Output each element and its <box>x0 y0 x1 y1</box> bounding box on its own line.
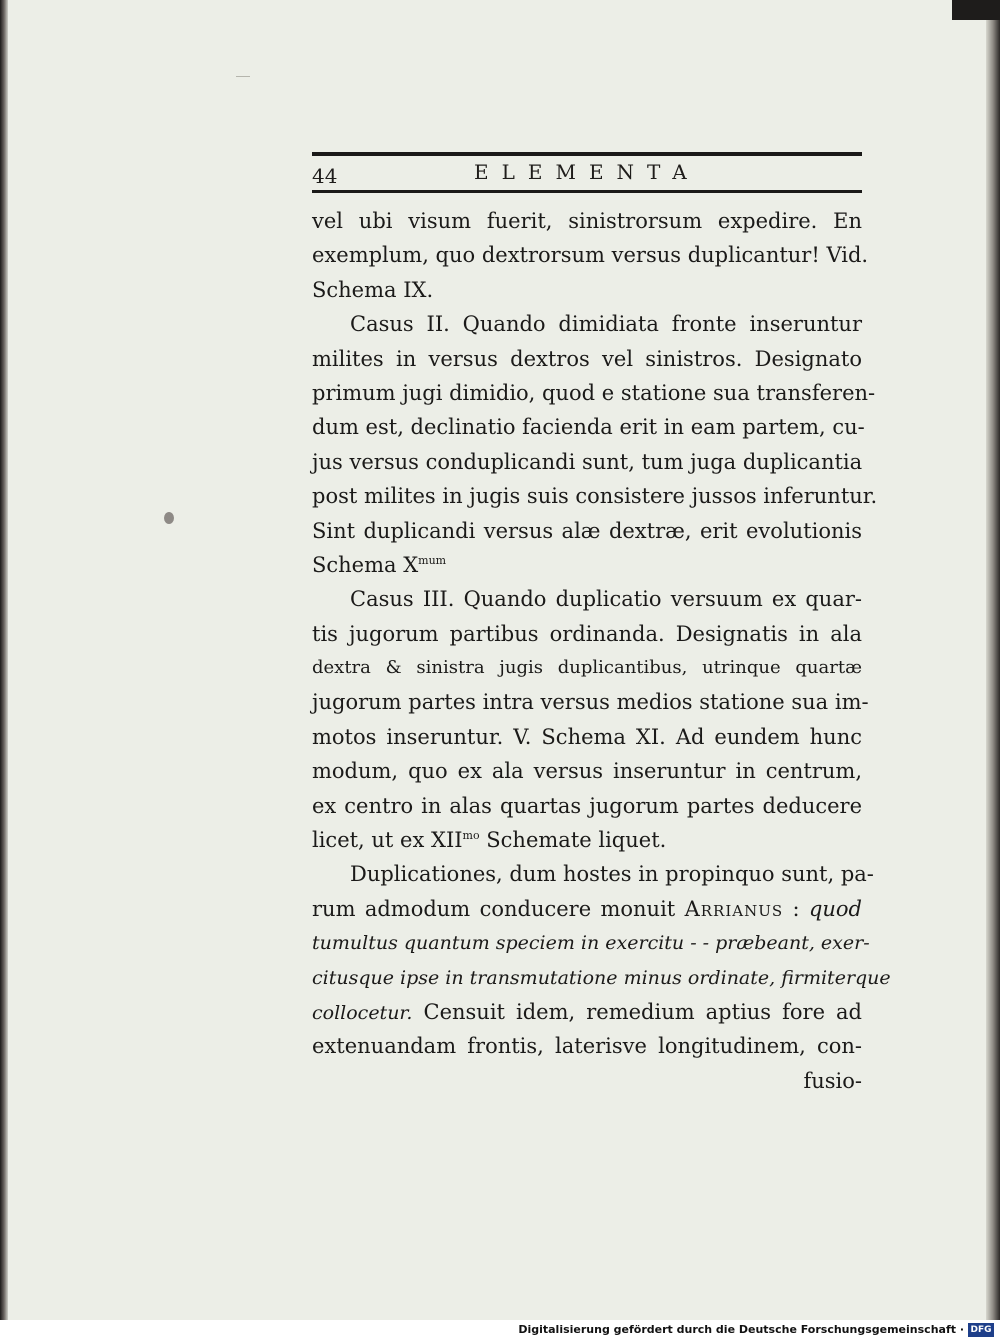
text-line: dum est, declinatio facienda erit in eam partem, cu- <box>312 415 865 440</box>
text-fragment: Censuit idem, remedium aptius fore ad <box>412 999 862 1024</box>
superscript: mo <box>462 829 480 843</box>
text-line: Schema IX. <box>312 277 434 302</box>
book-spine-shadow <box>0 0 8 1320</box>
text-line: milites in versus dextros vel sinistros. Designato <box>312 346 862 371</box>
paper-mark <box>236 76 250 77</box>
text-fragment: licet, ut ex XII <box>312 828 463 853</box>
text-line: ex centro in alas quartas jugorum partes deducere <box>312 793 862 818</box>
author-name: Arrianus <box>684 896 784 921</box>
text-line: modum, quo ex ala versus inseruntur in centrum, <box>312 759 862 784</box>
text-line: extenuandam frontis, laterisve longitudinem, con- <box>312 1034 862 1059</box>
text-line <box>312 892 862 926</box>
header-rule-top <box>312 152 862 156</box>
text-line <box>312 548 862 582</box>
catchword: fusio- <box>803 1068 862 1093</box>
text-line: post milites in jugis suis consistere jussos inferuntur. <box>312 484 878 509</box>
quotation-line: citusque ipse in transmutatione minus ordinate, firmiterque <box>312 966 891 989</box>
page-number: 44 <box>312 164 338 188</box>
paper-spot <box>164 512 174 524</box>
digitization-footer <box>0 1320 1000 1340</box>
text-line: Sint duplicandi versus alæ dextræ, erit evolutionis <box>312 518 862 543</box>
body-text <box>312 204 891 1098</box>
text-line <box>312 995 862 1029</box>
text-line: vel ubi visum fuerit, sinistrorsum expedire. En <box>312 209 862 233</box>
text-line: jugorum partes intra versus medios statione sua im- <box>312 690 869 715</box>
text-line: dextra & sinistra jugis duplicantibus, utrinque quartæ <box>312 657 862 679</box>
scan-corner <box>952 0 1000 20</box>
text-fragment: Schemate liquet. <box>479 828 667 853</box>
text-line: tis jugorum partibus ordinanda. Designatis in ala <box>312 621 862 646</box>
quotation: collocetur. <box>312 1001 413 1024</box>
text-line: exemplum, quo dextrorsum versus duplicantur! Vid. <box>312 243 869 268</box>
page-edge-shadow <box>986 0 1000 1320</box>
text-line: primum jugi dimidio, quod e statione sua transferen- <box>312 380 876 405</box>
text-fragment: Schema X <box>312 552 419 577</box>
quotation: quod <box>808 896 862 921</box>
running-head: ELEMENTA <box>474 160 700 184</box>
text-line: motos inseruntur. V. Schema XI. Ad eundem hunc <box>312 724 862 749</box>
header-rule-bottom <box>312 190 862 193</box>
dfg-logo: DFG <box>968 1323 994 1337</box>
funding-credit: Digitalisierung gefördert durch die Deutsche Forschungsgemeinschaft · <box>518 1323 964 1336</box>
superscript: mum <box>418 553 447 567</box>
text-fragment: : <box>783 896 809 921</box>
text-line: Casus II. Quando dimidiata fronte inseruntur <box>350 312 862 337</box>
text-line <box>312 823 862 857</box>
text-line: jus versus conduplicandi sunt, tum juga duplicantia <box>312 449 863 474</box>
text-line: Duplicationes, dum hostes in propinquo sunt, pa- <box>350 862 874 887</box>
text-line: Casus III. Quando duplicatio versuum ex quar- <box>350 587 862 612</box>
text-fragment: rum admodum conducere monuit <box>312 896 685 921</box>
quotation-line: tumultus quantum speciem in exercitu - - præbeant, exer- <box>312 932 870 955</box>
